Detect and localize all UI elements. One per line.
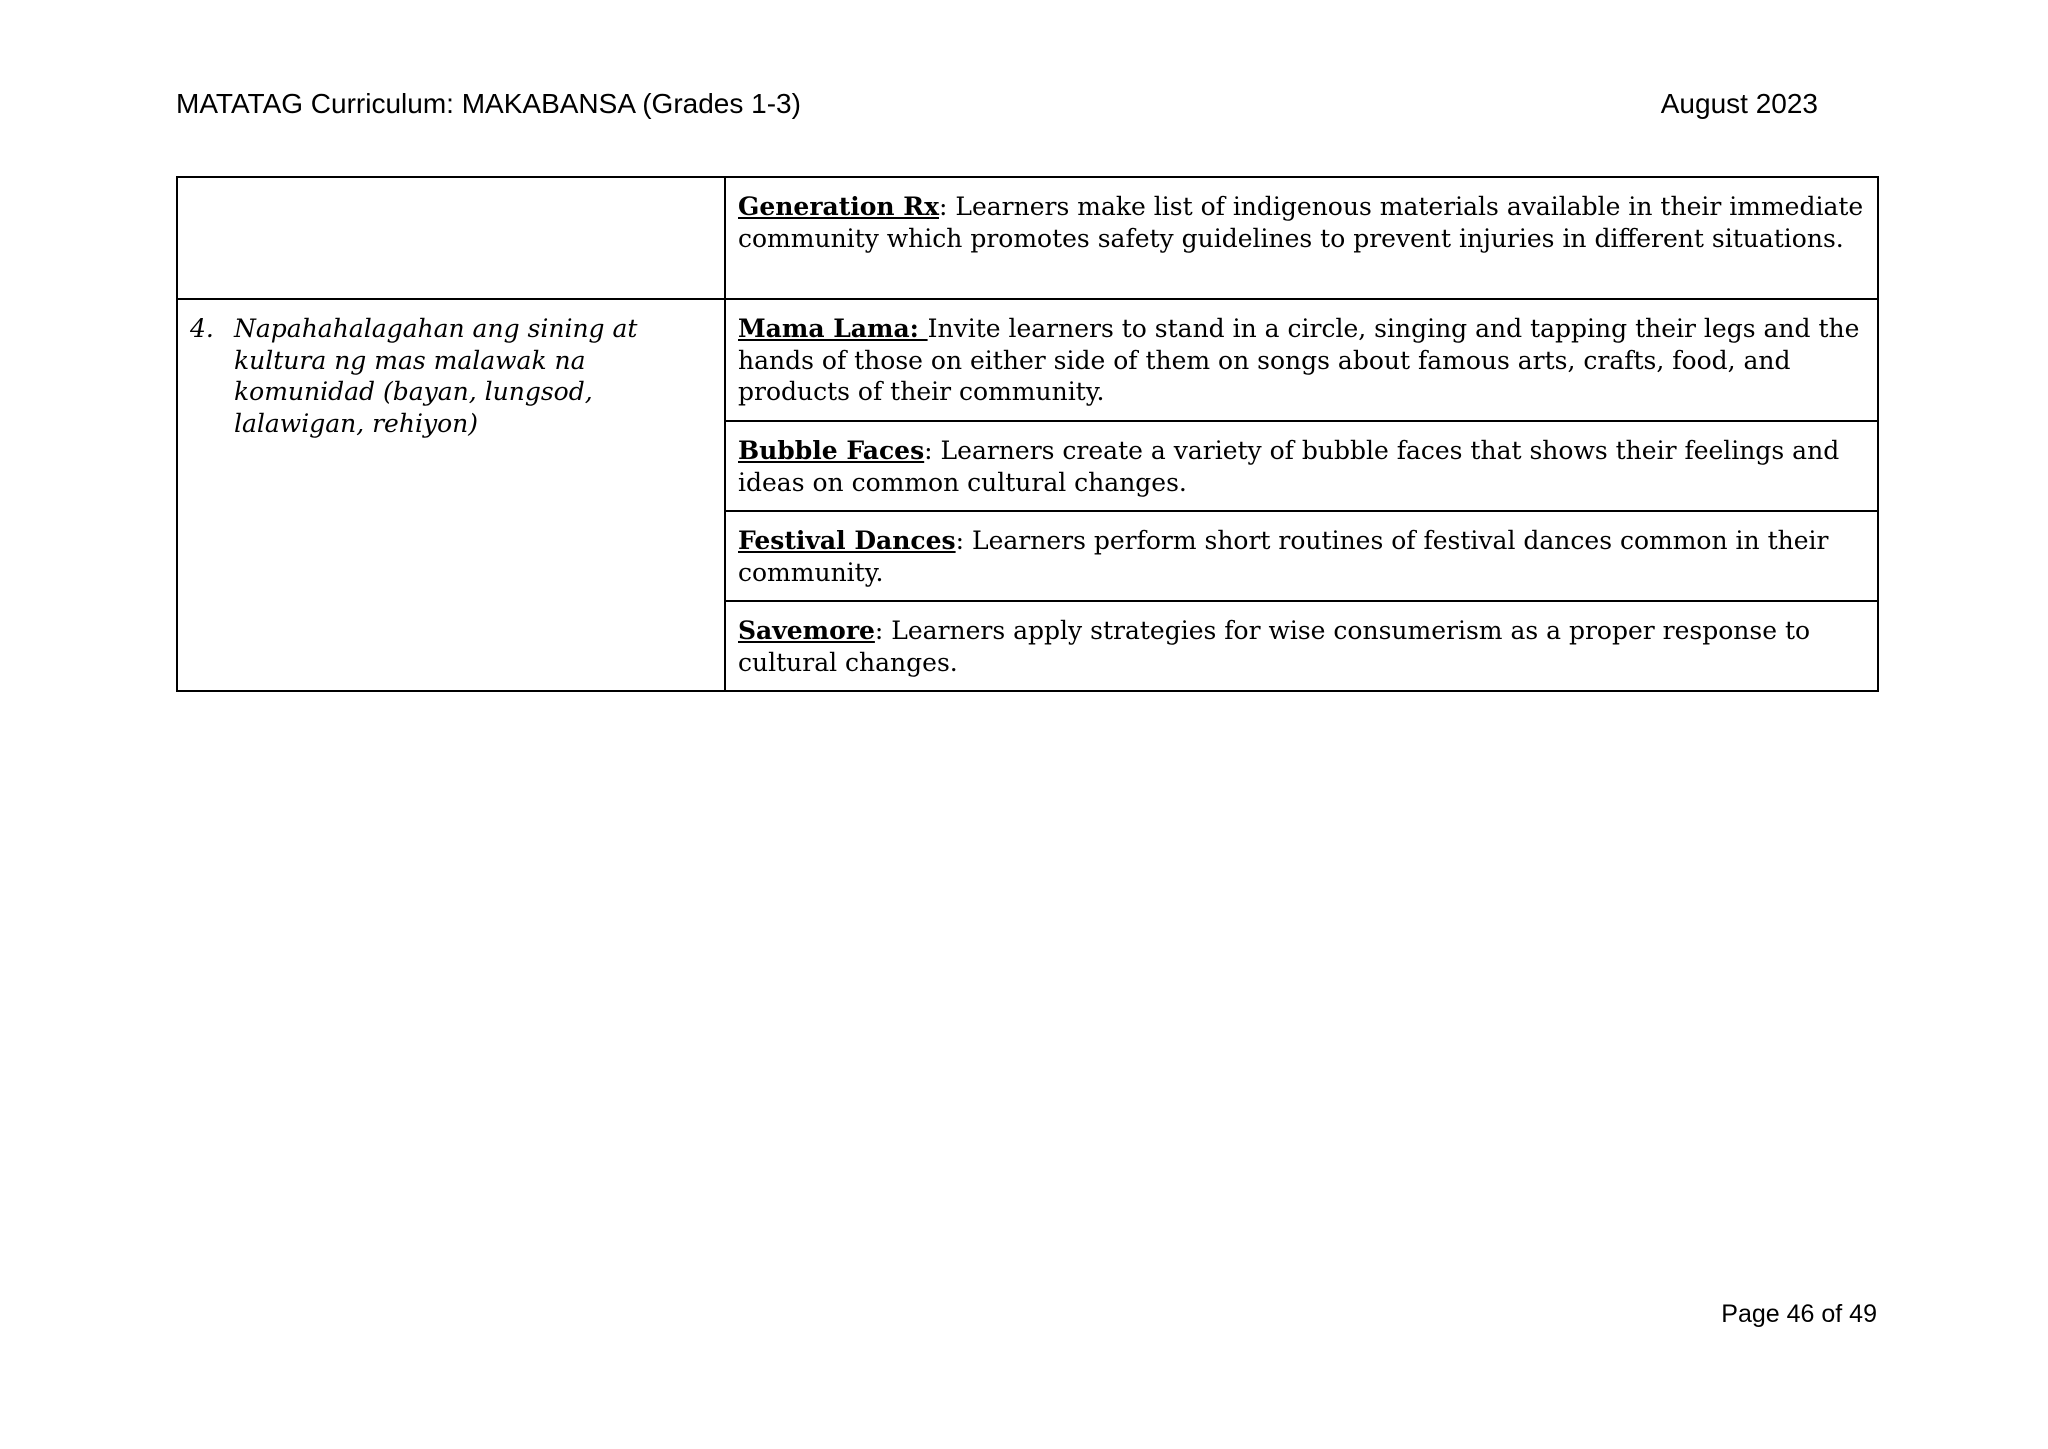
competency-item (190, 313, 712, 439)
activity-cell (725, 421, 1878, 511)
activity-description: Learners make list of indigenous materials available in their immediate community which promotes safety guidelines to prevent injuries in different situations. (738, 192, 1864, 253)
activity-description: Learners create a variety of bubble faces that shows their feelings and ideas on common cultural changes. (738, 436, 1840, 497)
activity-cell (725, 511, 1878, 601)
competency-cell (177, 299, 725, 691)
curriculum-table (176, 176, 1879, 692)
activity-cell (725, 299, 1878, 421)
page-number: Page 46 of 49 (1721, 1300, 1877, 1328)
table-row (177, 299, 1878, 421)
document-header-title: MATATAG Curriculum: MAKABANSA (Grades 1-3) (176, 88, 801, 119)
activity-separator: : (939, 192, 956, 221)
competency-number: 4. (190, 314, 214, 343)
activity-description: Learners apply strategies for wise consumerism as a proper response to cultural changes. (738, 616, 1811, 677)
competency-cell-empty (177, 177, 725, 299)
activity-description: Learners perform short routines of festival dances common in their community. (738, 526, 1829, 587)
activity-name: Festival Dances (738, 526, 956, 555)
activity-name: Mama Lama: (738, 314, 928, 343)
activity-name: Generation Rx (738, 192, 939, 221)
activity-separator: : (874, 616, 892, 645)
activity-separator: : (924, 436, 941, 465)
activity-name: Savemore (738, 616, 875, 645)
activity-name: Bubble Faces (738, 436, 925, 465)
activity-separator: : (955, 526, 972, 555)
activity-cell (725, 177, 1878, 299)
document-header-date: August 2023 (1660, 88, 1818, 119)
activity-description: Invite learners to stand in a circle, singing and tapping their legs and the hands of those on either side of them on songs about famous arts, crafts, food, and products of their community. (738, 314, 1860, 406)
table-row (177, 177, 1878, 299)
competency-text: Napahahalagahan ang sining at kultura ng mas malawak na komunidad (bayan, lungsod, lalawigan, rehiyon) (234, 314, 638, 438)
activity-cell (725, 601, 1878, 691)
